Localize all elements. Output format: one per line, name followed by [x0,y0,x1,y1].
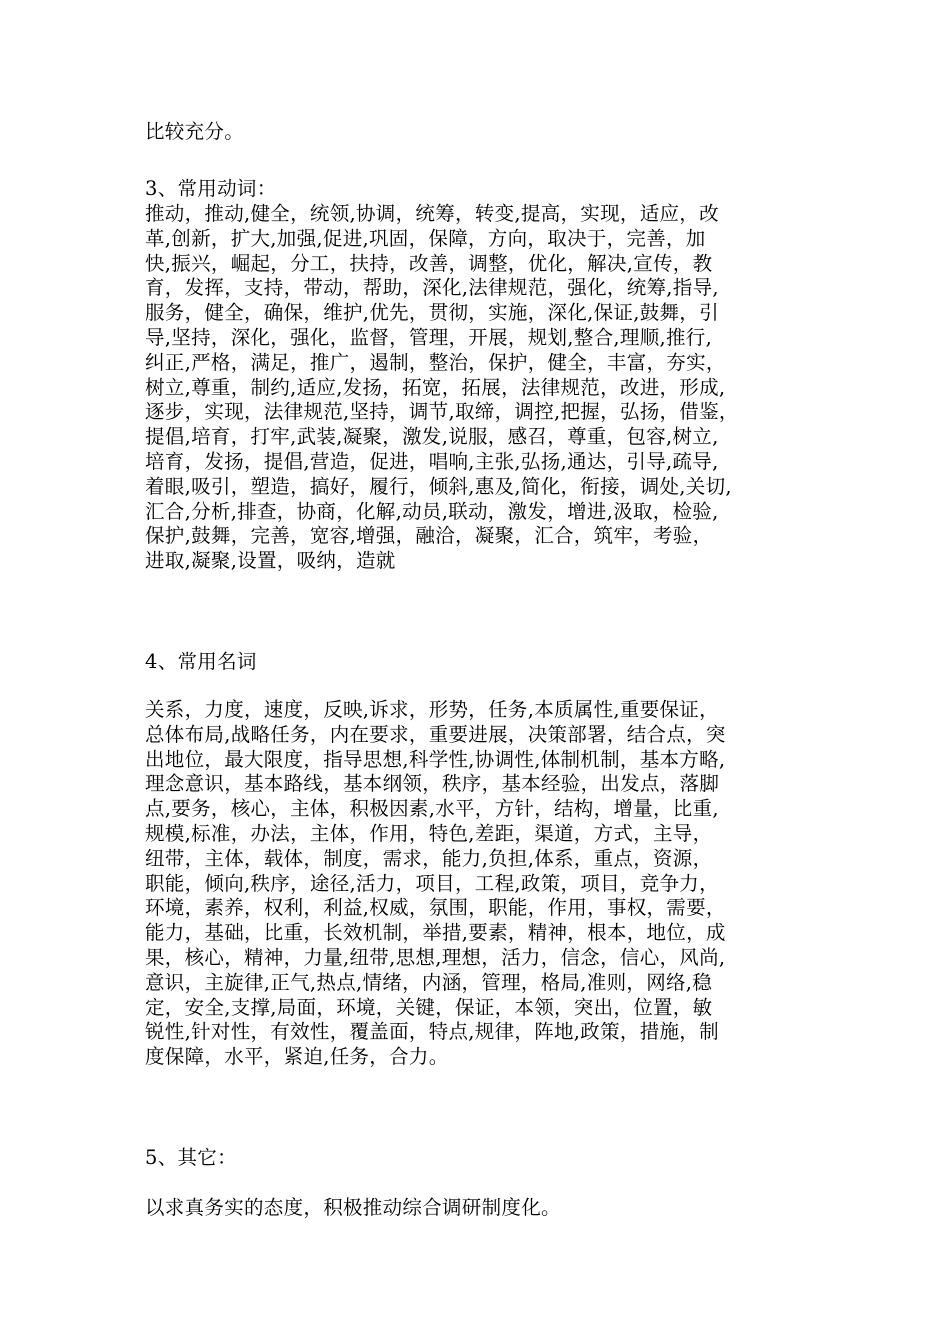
section-heading-verbs [145,177,825,202]
paragraph-line: 点,要务，核心，主体，积极因素,水平，方针，结构，增量，比重, [145,797,719,821]
paragraph-line: 保护,鼓舞，完善，宽容,增强，融洽，凝聚，汇合，筑牢，考验， [145,524,713,548]
section-heading: 3、常用动词： [145,177,277,200]
section-heading-nouns [145,650,825,675]
paragraph-line: 育，发挥，支持，带动，帮助，深化,法律规范，强化，统筹,指导, [145,276,719,300]
paragraph-line: 革,创新，扩大,加强,促进,巩固，保障，方向，取决于，完善，加 [145,226,706,250]
paragraph-line: 导,坚持，深化，强化，监督，管理，开展，规划,整合,理顺,推行, [145,325,713,349]
paragraph-line: 服务，健全，确保，维护,优先，贯彻，实施，深化,保证,鼓舞，引 [145,301,719,325]
section-heading: 5、其它： [145,1146,237,1169]
paragraph-line: 度保障，水平，紧迫,任务，合力。 [145,1045,449,1069]
paragraph-line: 汇合,分析,排查，协商，化解,动员,联动，激发，增进,汲取，检验, [145,499,719,523]
paragraph-line: 果，核心，精神，力量,纽带,思想,理想，活力，信念，信心，风尚, [145,945,726,969]
section-heading-other [145,1146,825,1171]
intro-paragraph [145,120,825,145]
nouns-paragraph [145,698,825,1070]
paragraph-line: 培育，发扬，提倡,营造，促进，唱响,主张,弘扬,通达，引导,疏导, [145,449,719,473]
section-heading: 4、常用名词 [145,650,257,673]
paragraph-line: 职能，倾向,秩序，途径,活力，项目，工程,政策，项目，竞争力， [145,871,719,895]
paragraph-line: 意识，主旋律,正气,热点,情绪，内涵，管理，格局,准则，网络,稳 [145,970,713,994]
paragraph-line: 逐步，实现，法律规范,坚持，调节,取缔，调控,把握，弘扬，借鉴， [145,400,739,424]
verbs-paragraph [145,202,825,574]
other-paragraph [145,1196,825,1221]
paragraph-line: 纽带，主体，载体，制度，需求，能力,负担,体系，重点，资源， [145,846,713,870]
paragraph-line: 提倡,培育，打牢,武装,凝聚，激发,说服，感召，尊重，包容,树立, [145,425,719,449]
paragraph-line: 总体布局,战略任务，内在要求，重要进展，决策部署，结合点，突 [145,722,726,746]
paragraph-line: 定，安全,支撑,局面，环境，关键，保证，本领，突出，位置，敏 [145,995,713,1019]
intro-line: 比较充分。 [145,120,245,143]
paragraph-line: 锐性,针对性，有效性，覆盖面，特点,规律，阵地,政策，措施，制 [145,1020,719,1044]
paragraph-line: 快,振兴，崛起，分工，扶持，改善，调整，优化，解决,宣传，教 [145,251,713,275]
paragraph-line: 规模,标准，办法，主体，作用，特色,差距，渠道，方式，主导， [145,821,713,845]
paragraph-line: 能力，基础，比重，长效机制，举措,要素，精神，根本，地位，成 [145,921,726,945]
paragraph-line: 树立,尊重，制约,适应,发扬，拓宽，拓展，法律规范，改进，形成, [145,375,726,399]
paragraph-line: 着眼,吸引，塑造，搞好，履行，倾斜,惠及,简化，衔接，调处,关切, [145,474,732,498]
paragraph-line: 环境，素养，权利，利益,权威，氛围，职能，作用，事权，需要， [145,896,726,920]
paragraph-line: 推动，推动,健全，统领,协调，统筹，转变,提高，实现，适应，改 [145,202,719,225]
paragraph-line: 纠正,严格，满足，推广，遏制，整治，保护，健全，丰富，夯实， [145,350,726,374]
paragraph-line: 进取,凝聚,设置，吸纳，造就 [145,549,396,573]
paragraph-line: 关系，力度，速度，反映,诉求，形势，任务,本质属性,重要保证， [145,698,719,721]
paragraph-line: 以求真务实的态度，积极推动综合调研制度化。 [145,1196,561,1219]
paragraph-line: 出地位，最大限度，指导思想,科学性,协调性,体制机制，基本方略, [145,747,726,771]
paragraph-line: 理念意识，基本路线，基本纲领，秩序，基本经验，出发点，落脚 [145,772,720,796]
